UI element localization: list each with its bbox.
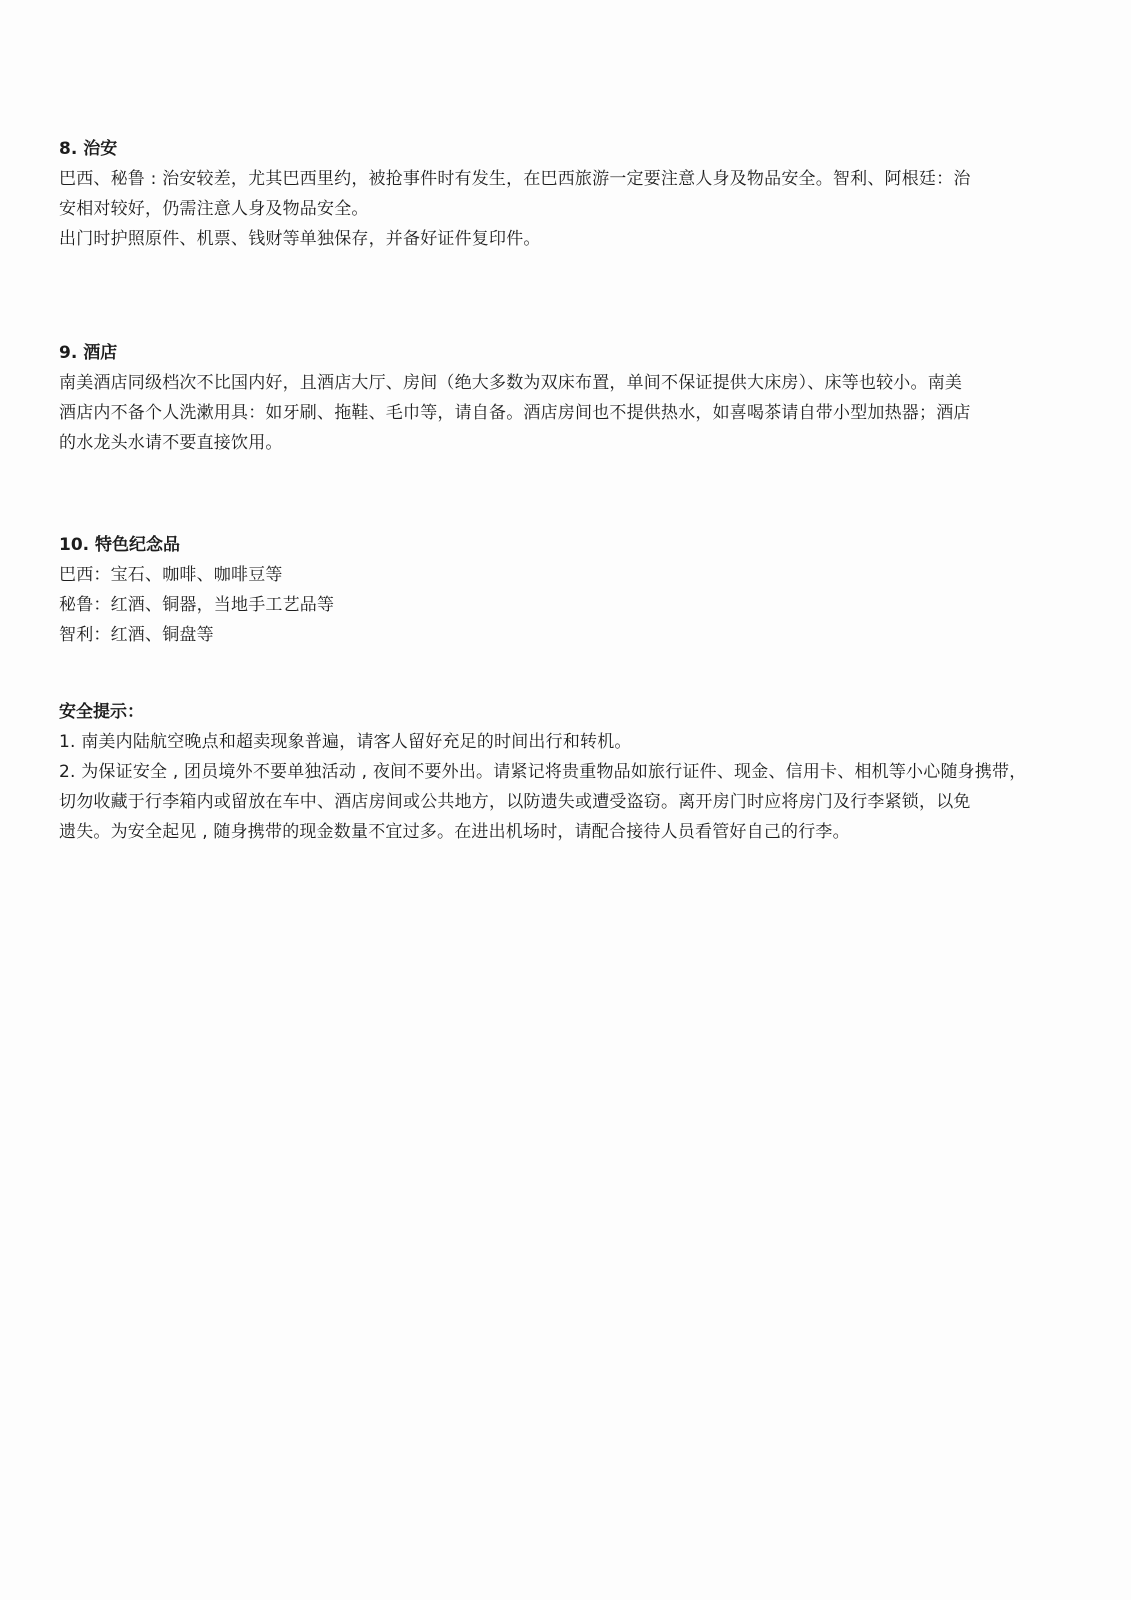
paragraph-line: 酒店内不备个人洗漱用具：如牙刷、拖鞋、毛巾等，请自备。酒店房间也不提供热水，如喜喝茶请自带小型加热器；酒店 bbox=[59, 403, 971, 423]
paragraph-line: 切勿收藏于行李箱内或留放在车中、酒店房间或公共地方，以防遗失或遭受盗窃。离开房门时应将房门及行李紧锁，以免 bbox=[59, 792, 971, 812]
document-page bbox=[59, 134, 1071, 847]
paragraph-line: 遗失。为安全起见 , 随身携带的现金数量不宜过多。在进出机场时，请配合接待人员看管好自己的行李。 bbox=[59, 822, 850, 842]
paragraph-line: 巴西、秘鲁 : 治安较差，尤其巴西里约，被抢事件时有发生，在巴西旅游一定要注意人身及物品安全。智利、阿根廷：治 bbox=[59, 169, 971, 189]
paragraph-line: 的水龙头水请不要直接饮用。 bbox=[59, 433, 283, 453]
paragraph-line: 南美酒店同级档次不比国内好，且酒店大厅、房间（绝大多数为双床布置，单间不保证提供大床房）、床等也较小。南美 bbox=[59, 373, 963, 393]
paragraph-line: 1. 南美内陆航空晚点和超卖现象普遍，请客人留好充足的时间出行和转机。 bbox=[59, 732, 632, 752]
paragraph-line: 安相对较好，仍需注意人身及物品安全。 bbox=[59, 199, 369, 219]
list-item: 智利：红酒、铜盘等 bbox=[59, 625, 214, 645]
list-item: 秘鲁：红酒、铜器，当地手工艺品等 bbox=[59, 595, 335, 615]
paragraph-line: 2. 为保证安全 , 团员境外不要单独活动 , 夜间不要外出。请紧记将贵重物品如旅行证件、现金、信用卡、相机等小心随身携带， bbox=[59, 762, 1027, 782]
section-heading: 9. 酒店 bbox=[59, 343, 118, 363]
section-security bbox=[59, 134, 1071, 254]
section-heading: 10. 特色纪念品 bbox=[59, 535, 181, 555]
paragraph-line: 出门时护照原件、机票、钱财等单独保存，并备好证件复印件。 bbox=[59, 229, 541, 249]
section-safety-tips bbox=[59, 697, 1071, 847]
section-souvenirs bbox=[59, 530, 1071, 650]
list-item: 巴西：宝石、咖啡、咖啡豆等 bbox=[59, 565, 283, 585]
section-heading: 8. 治安 bbox=[59, 139, 118, 159]
section-heading: 安全提示： bbox=[59, 702, 144, 722]
section-hotel bbox=[59, 338, 1071, 458]
